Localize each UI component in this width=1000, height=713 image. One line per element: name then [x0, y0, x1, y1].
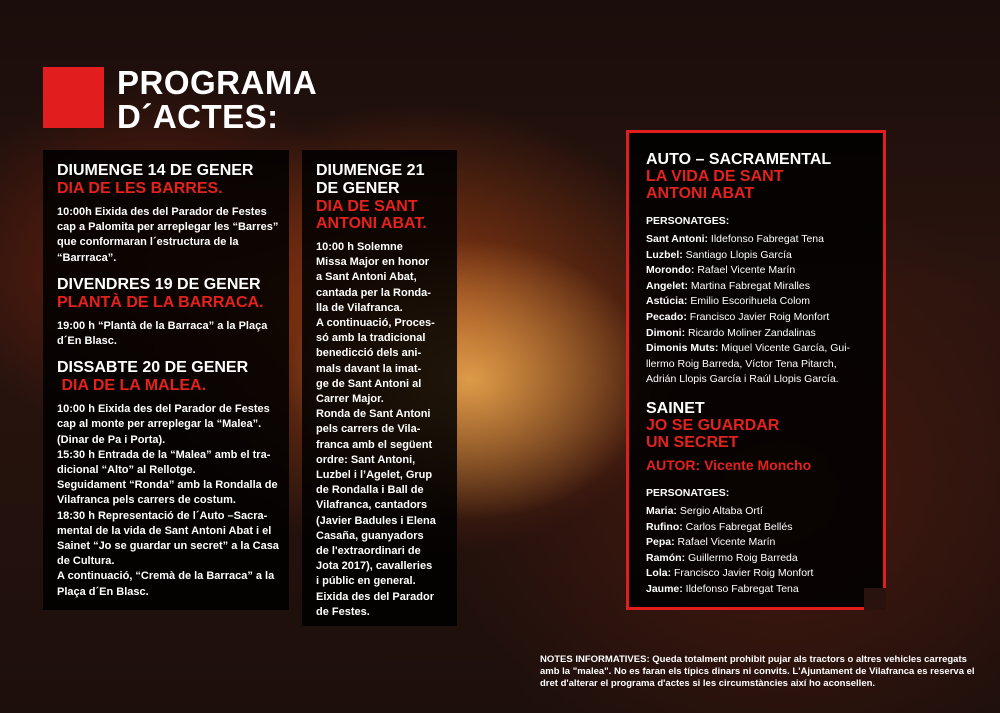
- auto-title: AUTO – SACRAMENTAL: [646, 151, 832, 168]
- text-line: “Barrraca”.: [57, 251, 117, 264]
- cast-item: [646, 520, 883, 536]
- cast-actor: Ildefonso Fabregat Tena: [708, 233, 824, 245]
- day-line: DE GENER: [316, 180, 400, 197]
- text-line: Ronda de Sant Antoni: [316, 408, 431, 421]
- cast-label: PERSONATGES:: [646, 215, 730, 227]
- text-line: mental de la vida de Sant Antoni Abat i el: [57, 524, 272, 537]
- cast-actor: Rafael Vicente Marín: [674, 536, 776, 549]
- cast-list: [646, 504, 883, 598]
- text-line: (Javier Badules i Elena: [316, 514, 436, 527]
- event-name: [316, 198, 457, 232]
- corner-cut: [864, 588, 886, 610]
- cast-actor: Adrián Llopis García i Raúl Llopis García.: [646, 373, 839, 386]
- text-line: d´En Blasc.: [57, 335, 117, 348]
- event-text: [57, 402, 289, 600]
- cast-actor: Ricardo Moliner Zandalinas: [685, 326, 816, 339]
- event-section-14: [57, 162, 289, 266]
- text-line: Missa Major en honor: [316, 256, 430, 269]
- cast-role: Luzbel:: [646, 248, 683, 261]
- text-line: dicional “Alto” al Rellotge.: [57, 464, 196, 477]
- text-line: a Sant Antoni Abat,: [316, 271, 417, 284]
- cast-actor: llermo Roig Barreda, Víctor Tena Pitarch,: [646, 357, 837, 370]
- cast-item: [646, 582, 883, 598]
- cast-role: Astúcia:: [646, 295, 688, 308]
- notes-text: Queda totalment prohibit pujar als tractors o altres vehicles carregats amb la "malea". No es faran els típics dinars ni convits. L'Ajuntament de Vilafranca es reserva el dret d'alterar el programa d'actes si les circumstàncies així ho aconsellen.: [540, 654, 975, 689]
- text-line: só amb la tradicional: [316, 332, 426, 345]
- name-line: ANTONI ABAT.: [316, 215, 427, 232]
- cast-actor: Martina Fabregat Miralles: [688, 279, 810, 292]
- text-line: de l'extraordinari de: [316, 545, 421, 558]
- title-line-1: PROGRAMA: [117, 64, 318, 101]
- text-line: Casaña, guanyadors: [316, 529, 424, 542]
- cast-panel: [626, 130, 886, 610]
- cast-item: [646, 248, 883, 264]
- cast-actor: Miquel Vicente García, Gui-: [718, 342, 851, 355]
- cast-item: [646, 566, 883, 582]
- subtitle-line: LA VIDA DE SANT: [646, 168, 784, 185]
- cast-role: Jaume:: [646, 582, 683, 595]
- text-line: cantada per la Ronda-: [316, 286, 431, 299]
- text-line: 19:00 h “Plantà de la Barraca” a la Plaça: [57, 319, 268, 332]
- cast-item: [646, 310, 883, 326]
- page-title: [117, 66, 317, 134]
- text-line: mals davant la imat-: [316, 362, 422, 375]
- cast-role: Pecado:: [646, 310, 687, 323]
- cast-actor: Ildefonso Fabregat Tena: [682, 582, 799, 595]
- event-text: [57, 205, 289, 266]
- cast-item: [646, 279, 883, 295]
- sainet-subtitle: [646, 417, 883, 451]
- cast-item: [646, 326, 883, 342]
- name-line: DIA DE SANT: [316, 198, 418, 215]
- text-line: de Festes.: [316, 605, 370, 618]
- cast-item: [646, 263, 883, 279]
- text-line: 10:00 h Solemne: [316, 241, 403, 253]
- text-line: lla de Vilafranca.: [316, 301, 403, 314]
- cast-actor: Emilio Escorihuela Colom: [687, 295, 810, 308]
- notes-label: NOTES INFORMATIVES:: [540, 654, 650, 665]
- cast-item: [646, 294, 883, 310]
- subtitle-line: ANTONI ABAT: [646, 185, 755, 202]
- cast-actor: Francisco Javier Roig Monfort: [671, 567, 814, 580]
- text-line: 15:30 h Entrada de la “Malea” amb el tra-: [57, 448, 271, 461]
- cast-item: [646, 504, 883, 520]
- subtitle-line: JO SE GUARDAR: [646, 416, 780, 434]
- program-column-2: [302, 150, 457, 626]
- title-line-2: D´ACTES:: [117, 98, 279, 135]
- cast-actor: Sergio Altaba Ortí: [676, 504, 763, 517]
- cast-role: Maria:: [646, 504, 677, 517]
- event-text: [316, 240, 457, 620]
- cast-list: [646, 232, 883, 341]
- text-line: pels carrers de Vila-: [316, 423, 421, 436]
- cast-role: Pepa:: [646, 536, 675, 549]
- text-line: 10:00h Eixida des del Parador de Festes: [57, 206, 267, 218]
- cast-actor: Carlos Fabregat Bellés: [682, 520, 793, 533]
- text-line: Vilafranca pels carrers de costum.: [57, 494, 236, 507]
- cast-actor: Santiago Llopis García: [682, 248, 792, 261]
- cast-role: Ramón:: [646, 551, 686, 564]
- text-line: A continuació, “Cremà de la Barraca” a la: [57, 570, 275, 583]
- event-day: DIVENDRES 19 DE GENER: [57, 275, 261, 293]
- text-line: de Cultura.: [57, 555, 115, 568]
- cast-item: [646, 535, 883, 551]
- text-line: Luzbel i l’Agelet, Grup: [316, 469, 433, 482]
- cast-role: Dimoni:: [646, 326, 686, 339]
- auto-subtitle: [646, 168, 883, 202]
- cast-actor: Francisco Javier Roig Monfort: [686, 310, 830, 323]
- text-line: benedicció dels ani-: [316, 347, 422, 360]
- event-text: [57, 319, 289, 349]
- logo-square: [43, 67, 104, 128]
- event-day: DISSABTE 20 DE GENER: [57, 359, 249, 377]
- text-line: Seguidament “Ronda” amb la Rondalla de: [57, 479, 278, 492]
- day-line: DIUMENGE 21: [316, 162, 425, 179]
- text-line: Vilafranca, cantadors: [316, 499, 428, 512]
- text-line: ordre: Sant Antoni,: [316, 453, 416, 466]
- text-line: Carrer Major.: [316, 393, 384, 406]
- event-section-20: [57, 359, 289, 600]
- cast-label: PERSONATGES:: [646, 486, 730, 499]
- event-name: DIA DE LA MALEA.: [57, 377, 207, 395]
- text-line: Eixida des del Parador: [316, 590, 434, 603]
- event-day: [316, 162, 457, 198]
- text-line: cap al monte per arreplegar la “Malea”.: [57, 418, 262, 431]
- text-line: Sainet “Jo se guardar un secret” a la Casa: [57, 540, 279, 553]
- cast-role: Sant Antoni:: [646, 233, 709, 245]
- cast-role: Angelet:: [646, 279, 688, 292]
- subtitle-line: UN SECRET: [646, 433, 739, 451]
- event-section-19: [57, 276, 289, 349]
- text-line: franca amb el següent: [316, 438, 433, 451]
- text-line: que conformaran l´estructura de la: [57, 236, 239, 249]
- text-line: (Dinar de Pa i Porta).: [57, 433, 166, 446]
- info-notes: [540, 654, 984, 690]
- text-line: A continuació, Proces-: [316, 317, 435, 330]
- cast-actor: Rafael Vicente Marín: [694, 264, 796, 277]
- cast-role: Rufino:: [646, 520, 683, 533]
- sainet-author: AUTOR: Vicente Moncho: [646, 456, 812, 473]
- text-line: i públic en general.: [316, 575, 416, 588]
- text-line: Plaça d´En Blasc.: [57, 585, 149, 598]
- text-line: cap a Palomita per arreplegar les “Barres”: [57, 221, 279, 234]
- event-day: DIUMENGE 14 DE GENER: [57, 162, 254, 179]
- event-name: PLANTÀ DE LA BARRACA.: [57, 293, 264, 311]
- cast-role: Dimonis Muts:: [646, 342, 719, 355]
- text-line: 10:00 h Eixida des del Parador de Festes: [57, 403, 270, 416]
- cast-item-muts: [646, 341, 883, 388]
- cast-actor: Guillermo Roig Barreda: [685, 551, 798, 564]
- cast-role: Lola:: [646, 567, 672, 580]
- sainet-title: SAINET: [646, 399, 705, 417]
- cast-item: [646, 232, 883, 248]
- text-line: ge de Sant Antoni al: [316, 377, 422, 390]
- text-line: Jota 2017), cavalleries: [316, 560, 433, 573]
- text-line: de Rondalla i Ball de: [316, 484, 424, 497]
- cast-item: [646, 551, 883, 567]
- text-line: 18:30 h Representació de l´Auto –Sacra-: [57, 509, 268, 522]
- program-column-1: [43, 150, 289, 610]
- cast-role: Morondo:: [646, 264, 695, 277]
- event-name: DIA DE LES BARRES.: [57, 180, 223, 197]
